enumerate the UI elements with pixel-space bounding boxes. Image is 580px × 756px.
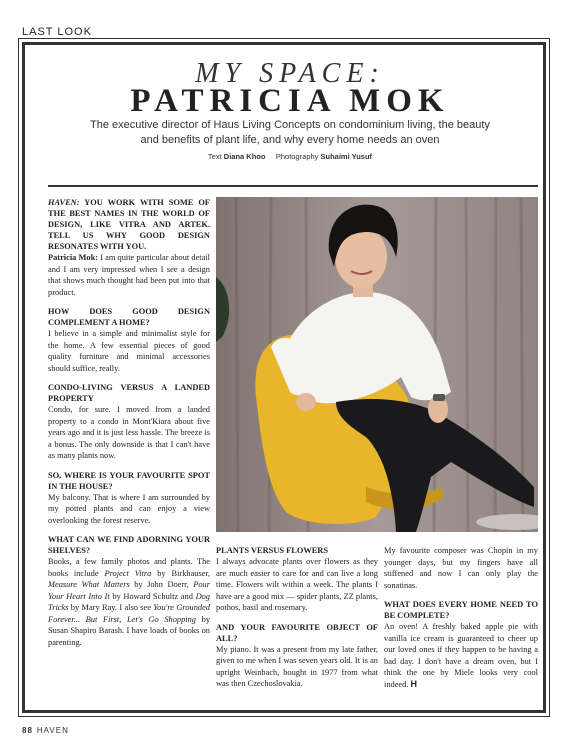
text-credit-name: Diana Khoo <box>223 152 266 161</box>
header-rule <box>48 185 538 187</box>
book-title: You're Grounded Forever... But First, Let's Go Shopping <box>48 603 210 624</box>
answer-favourite-spot: My balcony. That is where I am surrounded by my potted plants and can enjoy a view overlooking the forest reserve. <box>48 492 210 525</box>
section-label: LAST LOOK <box>22 26 92 38</box>
book-title: Project Vitra <box>104 568 152 578</box>
middle-column <box>216 545 378 690</box>
question-favourite-spot: SO, WHERE IS YOUR FAVOURITE SPOT IN THE HOUSE? <box>48 470 210 491</box>
haven-label: HAVEN: <box>48 198 80 207</box>
page-folio <box>22 726 69 735</box>
question-design <box>48 197 210 252</box>
question-favourite-object: AND YOUR FAVOURITE OBJECT OF ALL? <box>216 622 378 643</box>
magazine-name: HAVEN <box>36 726 69 735</box>
interviewee-lead: Patricia Mok: <box>48 253 99 262</box>
answer-complete-home <box>384 621 538 690</box>
answer-shelves-text: by Susan Shapiro Barash. I have loads of books on parenting. <box>48 614 211 647</box>
question-design-text: YOU WORK WITH SOME OF THE BEST NAMES IN THE WORLD OF DESIGN, LIKE VITRA AND ARTEK. TELL US WHY GOOD DESIGN RESONATES WITH YOU. <box>48 198 210 251</box>
answer-complete-home-text: An oven! A freshly baked apple pie with vanilla ice cream is guaranteed to cheer up our loved ones if they happen to be having a bad day. I don't have a dream oven, but I think the one by Miele looks very cool indeed. <box>384 622 538 689</box>
photo-credit-name: Suhaimi Yusuf <box>320 152 373 161</box>
answer-shelves-text: by Birkhauser, <box>151 568 210 578</box>
answer-chopin: My favourite composer was Chopin in my younger days, but my fingers have all stiffened and now I can only play the sonatinas. <box>384 546 538 590</box>
answer-condo: Condo, for sure. I moved from a landed property to a condo in Mont'Kiara about five years ago and it is just less hassle. The breeze is a bonus. The only downside is that I can't have as many plants now. <box>48 405 210 460</box>
book-title: Measure What Matters <box>48 580 130 589</box>
answer-shelves <box>48 556 210 648</box>
answer-shelves-text: by Mary Ray. I also see <box>68 603 154 612</box>
question-condo: CONDO-LIVING VERSUS A LANDED PROPERTY <box>48 383 210 403</box>
article-title: PATRICIA MOK <box>130 83 450 119</box>
haven-h-end-mark-icon: H <box>410 678 418 689</box>
left-column <box>48 197 210 648</box>
answer-plants: I always advocate plants over flowers as they are much easier to care for and can live a long time. Flowers wilt within a week. The plants I have are a good mix — spider plants, ZZ plants, pothos, basil and rosemary. <box>216 557 378 612</box>
answer-shelves-text: by Howard Schultz and <box>109 591 196 601</box>
photo-credit-label: Photography <box>275 152 319 161</box>
book-title: Pour Your Heart Into It <box>48 580 210 601</box>
question-complement: HOW DOES GOOD DESIGN COMPLEMENT A HOME? <box>48 307 210 327</box>
article-kicker: MY SPACE: <box>195 58 385 89</box>
portrait-illustration <box>216 197 538 532</box>
answer-favourite-object: My piano. It was a present from my late father, given to me when I was seven years old. It is an upright Weinbach, bought in 1977 from what was then Czechoslovakia. <box>216 644 378 688</box>
article-standfirst: The executive director of Haus Living Concepts on condominium living, the beauty and benefits of plant life, and why every home needs an oven <box>90 119 490 146</box>
wrist-watch <box>433 394 445 401</box>
portrait-photo <box>216 197 538 532</box>
page-number: 88 <box>22 726 33 735</box>
article-credits <box>0 152 580 161</box>
answer-complement: I believe in a simple and minimalist style for the home. A few essential pieces of good quality furniture and minimal accessories should suffice, really. <box>48 329 210 373</box>
answer-design-text: I am quite particular about detail and I am very impressed when I see a design that shows much thought had been put into that product. <box>48 253 211 297</box>
answer-design <box>48 252 210 298</box>
right-column <box>384 545 538 690</box>
question-plants: PLANTS VERSUS FLOWERS <box>216 546 329 555</box>
answer-shelves-text: by John Doerr, <box>129 580 194 589</box>
hand-left <box>296 393 316 411</box>
text-credit-label: Text <box>207 152 222 161</box>
question-shelves: WHAT CAN WE FIND ADORNING YOUR SHELVES? <box>48 535 210 555</box>
question-complete-home: WHAT DOES EVERY HOME NEED TO BE COMPLETE? <box>384 600 538 620</box>
book-title: Dog Tricks <box>48 591 210 612</box>
answer-shelves-text: Books, a few family photos and plants. The books include <box>48 557 210 578</box>
